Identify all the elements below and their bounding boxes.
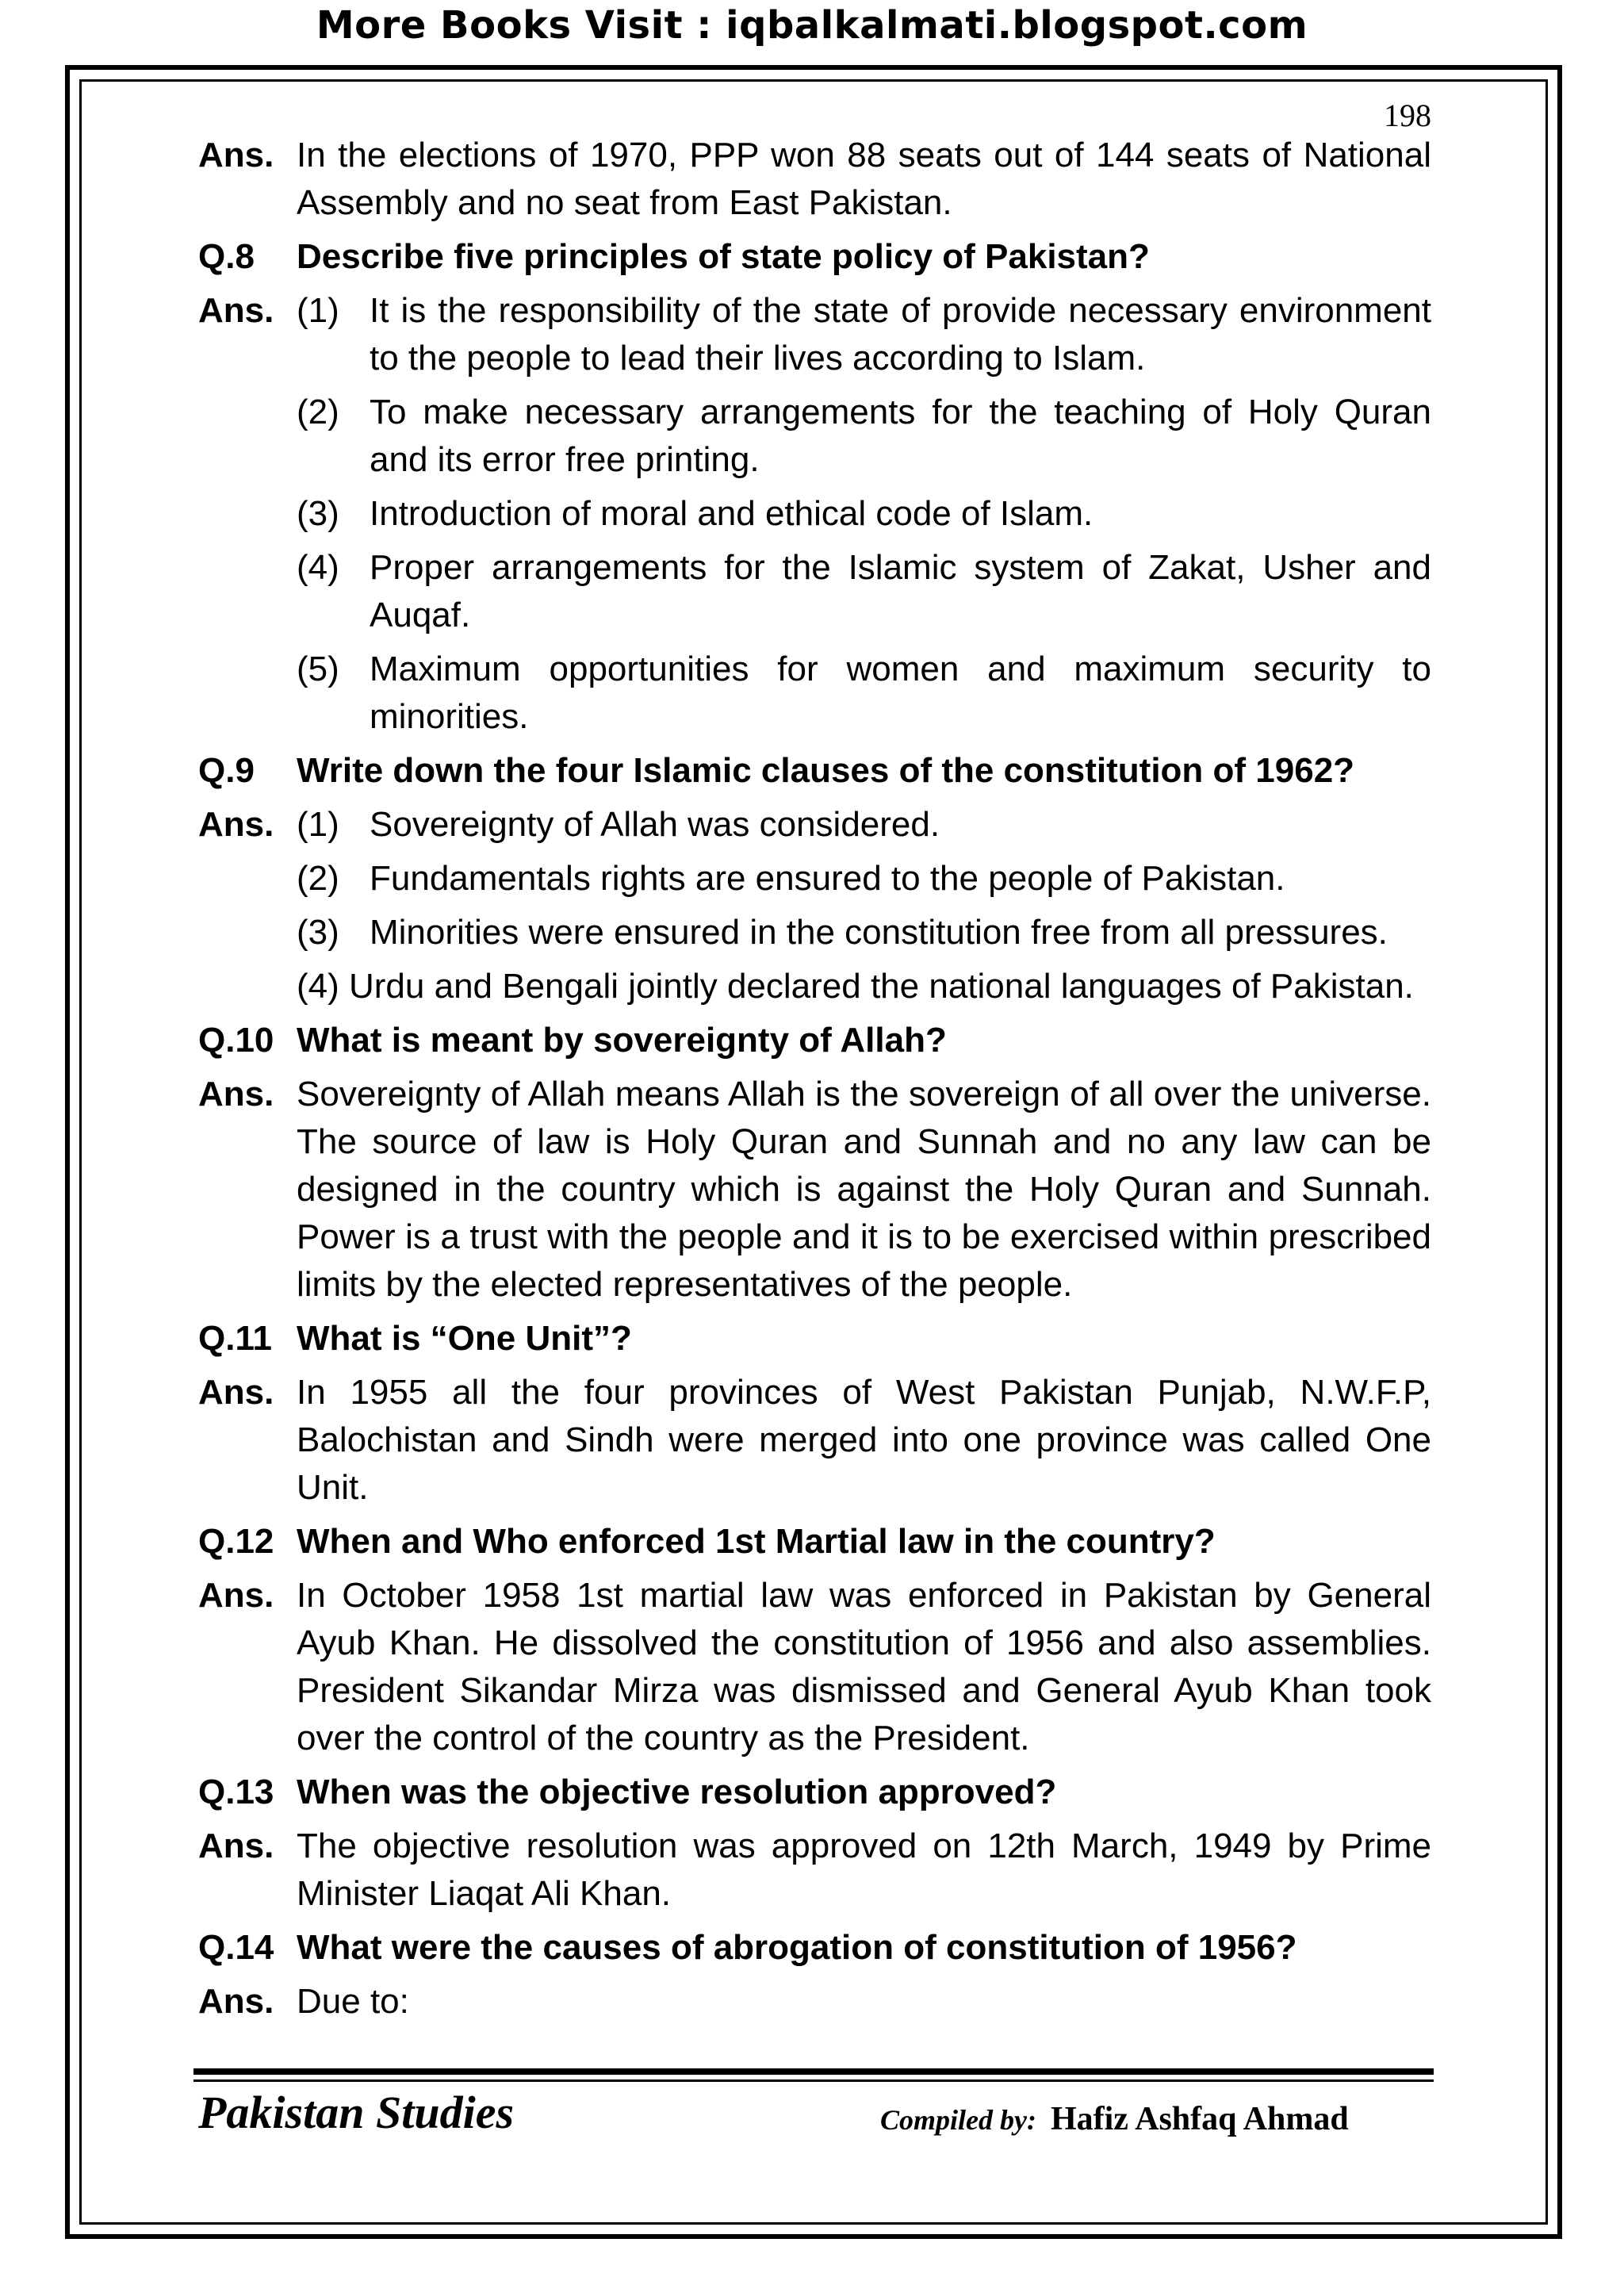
item-text: It is the responsibility of the state of provide necessary environment to the people to lead their lives according to Islam.	[370, 291, 1431, 378]
compiler-name: Hafiz Ashfaq Ahmad	[1050, 2101, 1349, 2137]
answer-list	[297, 287, 1431, 741]
item-number: (4)	[297, 548, 339, 587]
question-text: Describe five principles of state policy of Pakistan?	[297, 237, 1150, 276]
question-block	[198, 1924, 1431, 1972]
answer-block	[198, 1071, 1431, 1309]
list-item	[297, 389, 1431, 484]
answer-label: Ans.	[198, 291, 274, 330]
item-text: Fundamentals rights are ensured to the people of Pakistan.	[370, 859, 1285, 898]
answer-label: Ans.	[198, 1075, 274, 1114]
answer-label: Ans.	[198, 1982, 274, 2021]
answer-block	[198, 1978, 1431, 2026]
answer-label: Ans.	[198, 1576, 274, 1615]
item-text: Introduction of moral and ethical code of Islam.	[370, 494, 1094, 533]
answer-list	[297, 801, 1431, 956]
question-text: When was the objective resolution approved?	[297, 1773, 1057, 1811]
question-text: Write down the four Islamic clauses of the constitution of 1962?	[297, 751, 1355, 790]
list-item	[297, 801, 1431, 849]
item-number: (3)	[297, 494, 339, 533]
question-label: Q.14	[198, 1928, 274, 1967]
site-banner: More Books Visit : iqbalkalmati.blogspot.com	[316, 3, 1308, 48]
answer-text: In 1955 all the four provinces of West Pakistan Punjab, N.W.F.P, Balochistan and Sindh were merged into one province was called One Unit.	[297, 1373, 1431, 1507]
item-number: (2)	[297, 859, 339, 898]
item-number: (2)	[297, 393, 339, 431]
footer-divider	[193, 2079, 1434, 2082]
answer-text: Sovereignty of Allah means Allah is the sovereign of all over the universe. The source of law is Holy Quran and Sunnah and no any law can be designed in the country which is against the Holy Quran and Sunnah. Power is a trust with the people and it is to be exercised within prescribed limits by the elected representatives of the people.	[297, 1075, 1431, 1304]
question-block	[198, 1315, 1431, 1363]
item-text: To make necessary arrangements for the teaching of Holy Quran and its error free printing.	[370, 393, 1431, 479]
footer-credit	[880, 2100, 1349, 2138]
question-label: Q.9	[198, 751, 255, 790]
question-label: Q.13	[198, 1773, 274, 1811]
list-item	[297, 646, 1431, 741]
question-label: Q.12	[198, 1522, 274, 1561]
question-block	[198, 1017, 1431, 1064]
answer-label: Ans.	[198, 805, 274, 844]
question-text: When and Who enforced 1st Martial law in the country?	[297, 1522, 1216, 1561]
question-block	[198, 233, 1431, 281]
answer-text: In the elections of 1970, PPP won 88 seats out of 144 seats of National Assembly and no seat from East Pakistan.	[297, 136, 1431, 222]
page-number: 198	[1384, 98, 1431, 133]
answer-paragraph: (4) Urdu and Bengali jointly declared the national languages of Pakistan.	[297, 967, 1414, 1006]
answer-block	[198, 1572, 1431, 1762]
list-item	[297, 490, 1431, 538]
answer-text: The objective resolution was approved on 12th March, 1949 by Prime Minister Liaqat Ali Khan.	[297, 1826, 1431, 1913]
item-text: Minorities were ensured in the constitution free from all pressures.	[370, 913, 1388, 952]
list-item	[297, 909, 1431, 956]
item-text: Maximum opportunities for women and maximum security to minorities.	[370, 650, 1431, 736]
item-number: (3)	[297, 913, 339, 952]
answer-text: In October 1958 1st martial law was enforced in Pakistan by General Ayub Khan. He dissolved the constitution of 1956 and also assemblies. President Sikandar Mirza was dismissed and General Ayub Khan took over the control of the country as the President.	[297, 1576, 1431, 1757]
item-number: (5)	[297, 650, 339, 688]
answer-block	[198, 287, 1431, 741]
item-text: Sovereignty of Allah was considered.	[370, 805, 940, 844]
question-label: Q.8	[198, 237, 255, 276]
list-item	[297, 855, 1431, 903]
answer-block	[198, 801, 1431, 956]
question-block	[198, 1518, 1431, 1566]
list-item	[297, 287, 1431, 382]
answer-text: Due to:	[297, 1982, 409, 2021]
answer-label: Ans.	[198, 1826, 274, 1865]
question-label: Q.10	[198, 1021, 274, 1060]
question-text: What were the causes of abrogation of constitution of 1956?	[297, 1928, 1297, 1967]
compiled-by-label: Compiled by:	[880, 2104, 1036, 2136]
answer-block	[198, 1369, 1431, 1512]
answer-block	[198, 132, 1431, 227]
page-content	[198, 132, 1431, 2032]
answer-block	[198, 1823, 1431, 1918]
question-block	[198, 1769, 1431, 1816]
footer-subject: Pakistan Studies	[198, 2087, 515, 2138]
answer-label: Ans.	[198, 1373, 274, 1412]
footer-divider	[193, 2068, 1434, 2075]
question-text: What is meant by sovereignty of Allah?	[297, 1021, 947, 1060]
question-block	[198, 747, 1431, 795]
item-number: (1)	[297, 291, 339, 330]
question-label: Q.11	[198, 1319, 272, 1358]
item-number: (1)	[297, 805, 339, 844]
answer-label: Ans.	[198, 136, 274, 174]
list-item	[297, 544, 1431, 639]
question-text: What is “One Unit”?	[297, 1319, 632, 1358]
item-text: Proper arrangements for the Islamic system of Zakat, Usher and Auqaf.	[370, 548, 1431, 634]
